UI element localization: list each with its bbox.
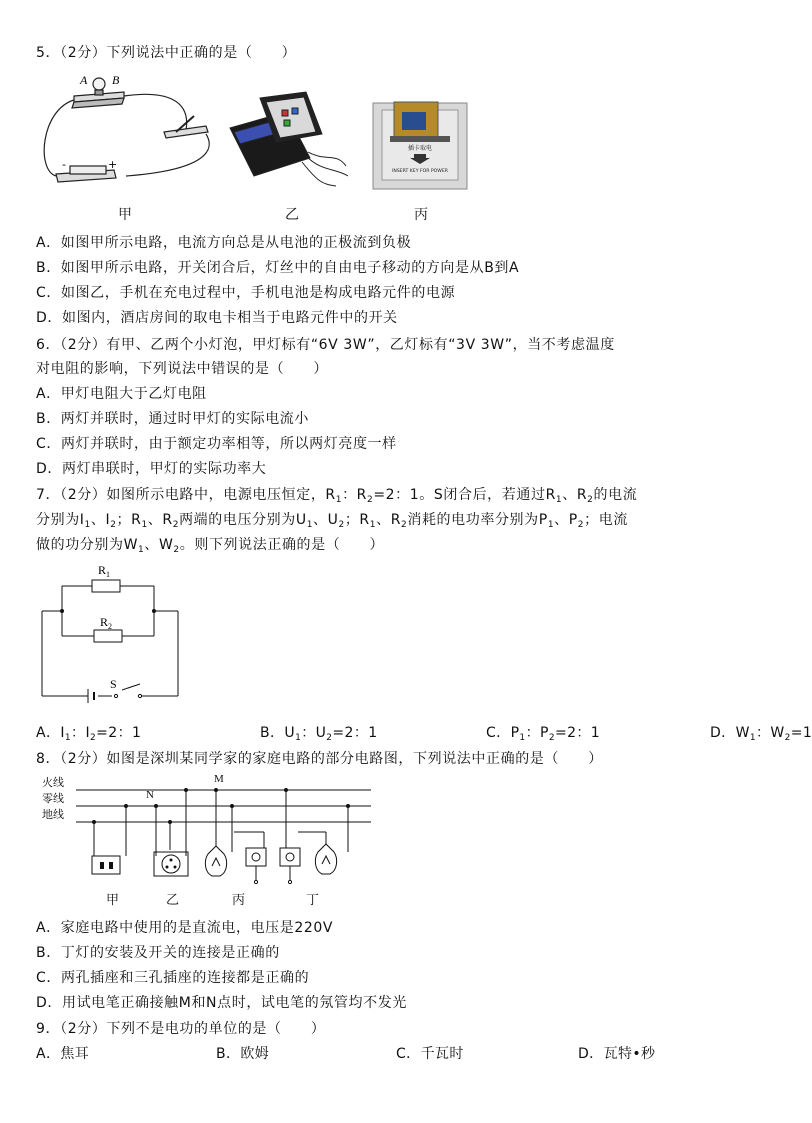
caption-lamp-ding: 丁: [306, 893, 320, 908]
q5-option-a: A．如图甲所示电路，电流方向总是从电池的正极流到负极: [36, 235, 412, 251]
q7-option-c: C．$P_1$：$P_2=2$：1: [486, 725, 601, 743]
q9-option-a: A．焦耳: [36, 1046, 90, 1062]
label-a: A: [80, 73, 88, 87]
q9-option-b: B．欧姆: [216, 1046, 270, 1062]
wire-label-ground: 地线: [42, 808, 64, 821]
q6-option-b: B．两灯并联时，通过时甲灯的实际电流小: [36, 411, 310, 427]
label-s: S: [110, 677, 117, 691]
label-r1: $R_1$: [98, 563, 111, 579]
q7-stem-line3: 做的功分别为$W_1$、$W_2$。则下列说法正确的是（ ）: [36, 537, 385, 555]
q6-option-a: A．甲灯电阻大于乙灯电阻: [36, 386, 207, 402]
q8-stem: 8．（2分）如图是深圳某同学家的家庭电路的部分电路图，下列说法中正确的是（ ）: [36, 751, 603, 767]
q5-option-b: B．如图甲所示电路，开关闭合后，灯丝中的自由电子移动的方向是从B到A: [36, 260, 520, 276]
q5-option-c: C．如图乙，手机在充电过程中，手机电池是构成电路元件的电源: [36, 285, 456, 301]
caption-bing: 丙: [414, 207, 428, 223]
q8-option-a: A．家庭电路中使用的是直流电，电压是220V: [36, 920, 334, 936]
q5-stem: 5．（2分）下列说法中正确的是（ ）: [36, 45, 297, 61]
caption-lamp-bing: 丙: [232, 893, 246, 908]
label-minus: -: [62, 158, 66, 171]
card-slot-bottom-text: INSERT KEY FOR POWER: [392, 169, 448, 174]
wire-label-neutral: 零线: [42, 792, 64, 805]
q8-option-c: C．两孔插座和三孔插座的连接都是正确的: [36, 970, 310, 986]
label-b: B: [112, 73, 120, 87]
q8-option-b: B．丁灯的安装及开关的连接是正确的: [36, 945, 280, 961]
caption-yi: 乙: [285, 207, 299, 223]
point-m-label: M: [214, 773, 224, 785]
q6-option-d: D．两灯串联时，甲灯的实际功率大: [36, 461, 267, 477]
household-circuit-figure: [36, 772, 376, 908]
wire-label-live: 火线: [42, 776, 64, 789]
q7-stem-line2: 分别为$I_1$、$I_2$；$R_1$、$R_2$两端的电压分别为$U_1$、$U_2$；$R_1$、$R_2$消耗的电功率分别为$P_1$、$P_2$；电流: [36, 512, 628, 530]
q6-option-c: C．两灯并联时，由于额定功率相等，所以两灯亮度一样: [36, 436, 397, 452]
label-plus: +: [108, 158, 118, 171]
q5-option-d: D．如图内，酒店房间的取电卡相当于电路元件中的开关: [36, 310, 398, 326]
card-slot-top-text: 插卡取电: [407, 145, 433, 152]
key-card-slot-figure: [372, 102, 468, 190]
parallel-circuit-figure: [36, 560, 186, 702]
q7-option-d: D．$W_1$：$W_2=1$: [710, 725, 812, 743]
q9-option-d: D．瓦特•秒: [578, 1046, 656, 1062]
circuit-figure-jia: [36, 70, 216, 188]
caption-socket-yi: 乙: [166, 893, 180, 908]
phone-charging-figure: [226, 92, 356, 188]
point-n-label: N: [146, 789, 154, 801]
caption-jia: 甲: [118, 207, 132, 223]
q9-stem: 9．（2分）下列不是电功的单位的是（ ）: [36, 1021, 326, 1037]
q8-option-d: D．用试电笔正确接触M和N点时，试电笔的氖管均不发光: [36, 995, 407, 1011]
q6-stem-line1: 6．（2分）有甲、乙两个小灯泡，甲灯标有“6V 3W”，乙灯标有“3V 3W”，当不考虑温度: [36, 337, 615, 353]
q7-option-a: A．$I_1$：$I_2=2$：1: [36, 725, 142, 743]
q7-stem-line1: 7．（2分）如图所示电路中，电源电压恒定，$R_1$：$R_2=2$：1。S闭合后，若通过$R_1$、$R_2$的电流: [36, 487, 638, 505]
q6-stem-line2: 对电阻的影响，下列说法中错误的是（ ）: [36, 361, 328, 377]
label-r2: $R_2$: [100, 615, 113, 631]
q7-option-b: B．$U_1$：$U_2=2$：1: [260, 725, 378, 743]
caption-socket-jia: 甲: [106, 893, 120, 908]
q9-option-c: C．千瓦时: [396, 1046, 464, 1062]
